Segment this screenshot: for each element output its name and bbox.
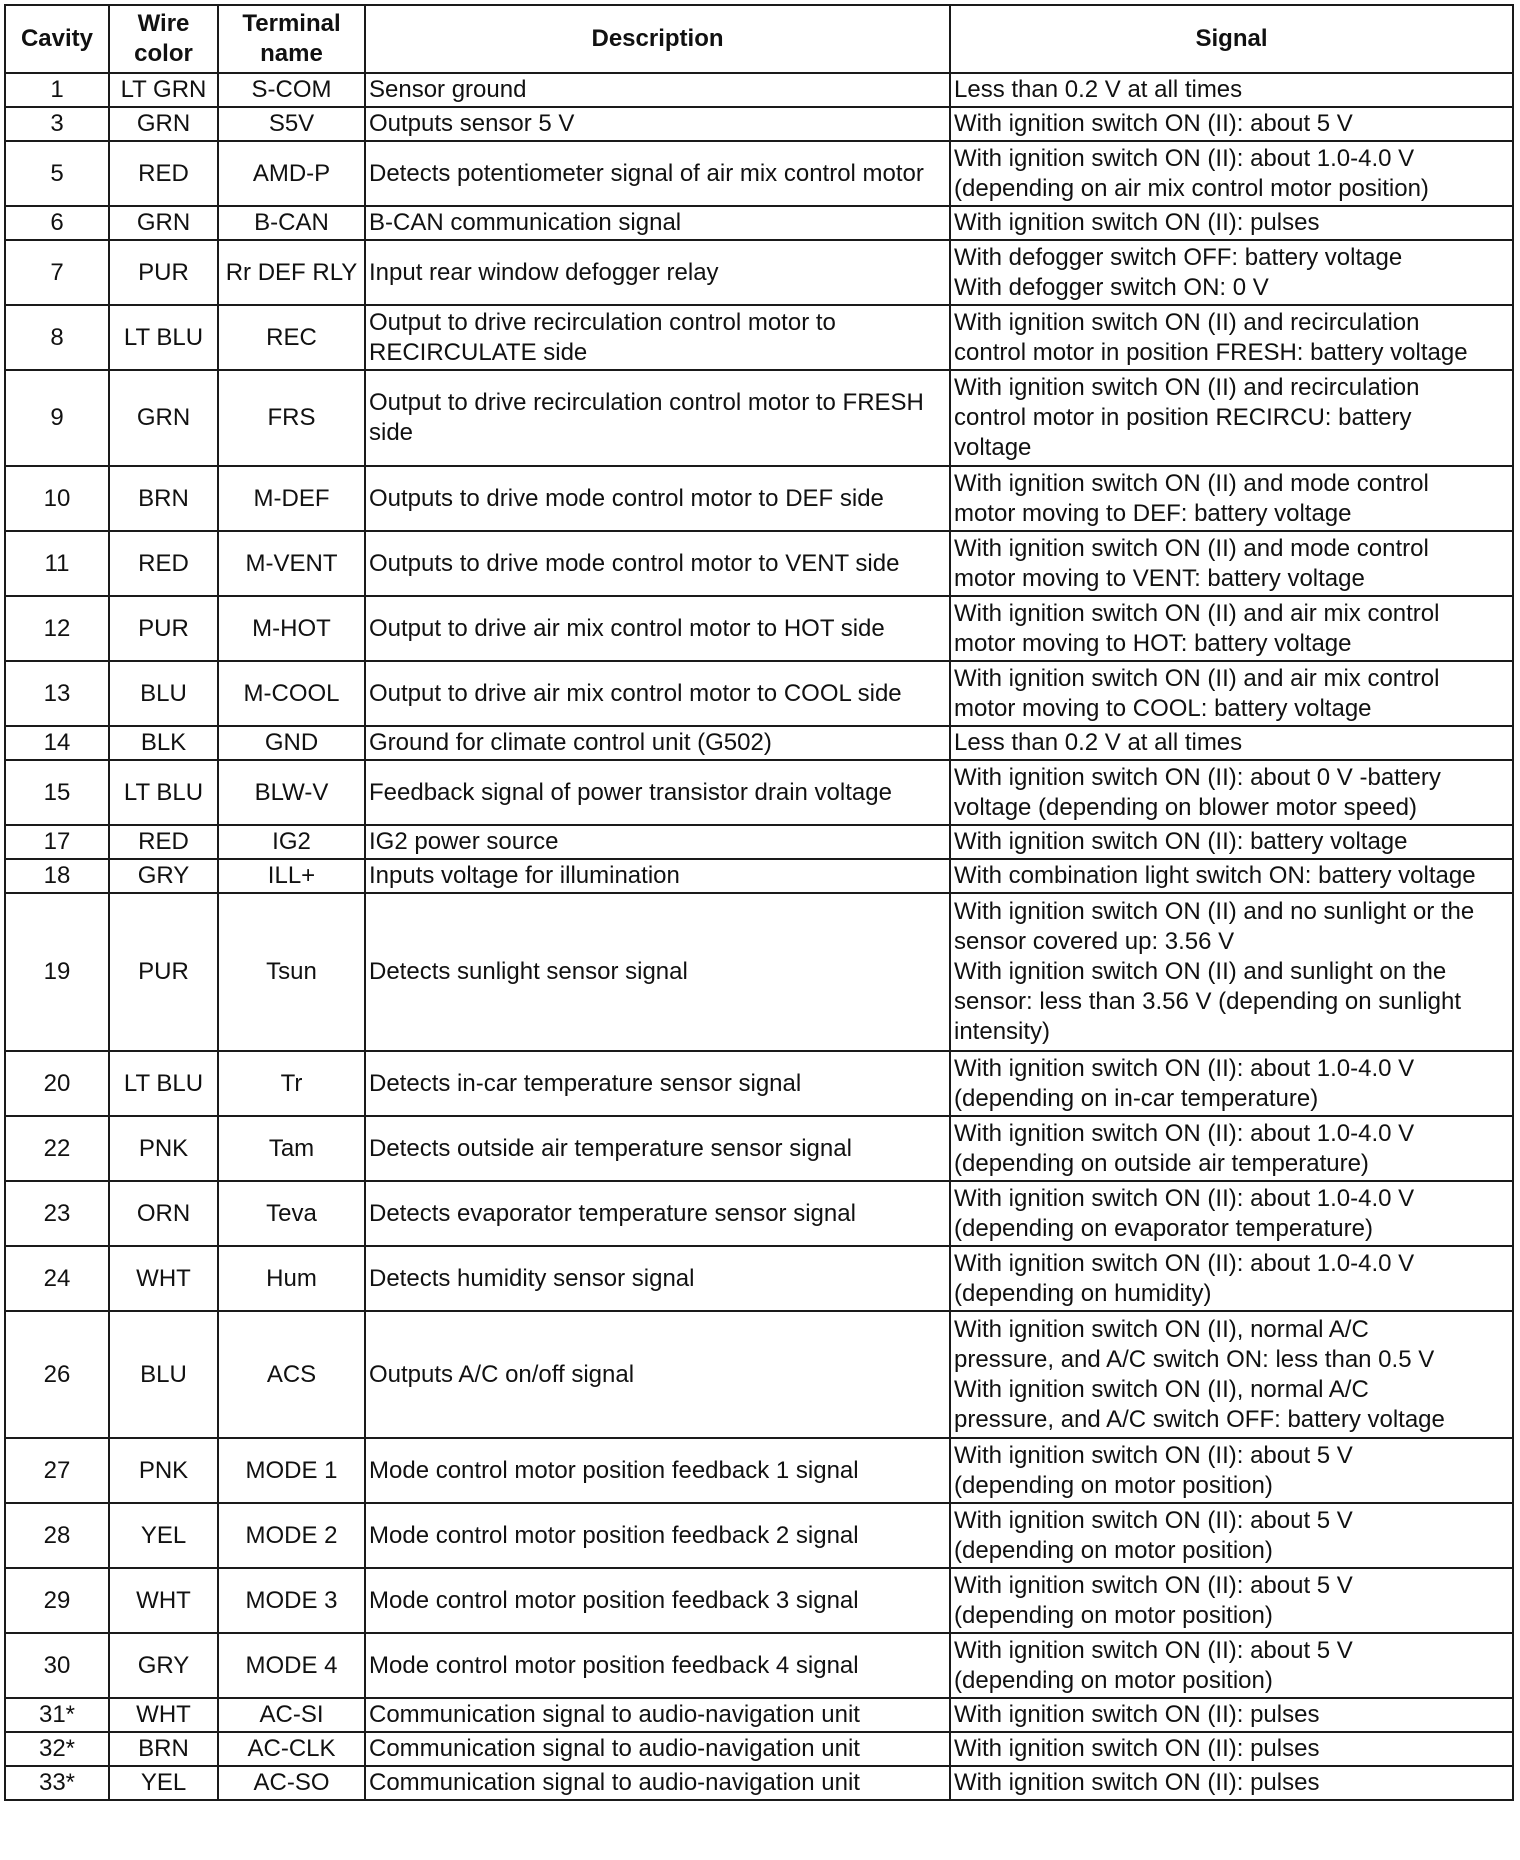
description-cell: B-CAN communication signal — [365, 206, 950, 240]
wire-color-cell: RED — [109, 825, 218, 859]
cavity-cell: 24 — [5, 1246, 109, 1311]
description-cell: Communication signal to audio-navigation unit — [365, 1698, 950, 1732]
description-cell: Outputs to drive mode control motor to DEF side — [365, 466, 950, 531]
header-row — [5, 5, 1513, 73]
table-row — [5, 726, 1513, 760]
signal-cell: Less than 0.2 V at all times — [950, 726, 1513, 760]
terminal-name-cell: S-COM — [218, 73, 365, 107]
table-header — [5, 5, 1513, 73]
header-description: Description — [365, 5, 950, 73]
signal-cell: With ignition switch ON (II) and mode control motor moving to VENT: battery voltage — [950, 531, 1513, 596]
terminal-name-cell: Rr DEF RLY — [218, 240, 365, 305]
description-cell: Outputs to drive mode control motor to VENT side — [365, 531, 950, 596]
signal-cell: With ignition switch ON (II): about 5 V (depending on motor position) — [950, 1438, 1513, 1503]
signal-cell: With ignition switch ON (II) and recirculation control motor in position RECIRCU: battery voltage — [950, 370, 1513, 466]
terminal-name-cell: Tsun — [218, 893, 365, 1051]
terminal-name-cell: GND — [218, 726, 365, 760]
table-row — [5, 1633, 1513, 1698]
table-row — [5, 107, 1513, 141]
terminal-name-cell: MODE 4 — [218, 1633, 365, 1698]
wire-color-cell: WHT — [109, 1246, 218, 1311]
cavity-cell: 20 — [5, 1051, 109, 1116]
signal-cell: With ignition switch ON (II) and mode control motor moving to DEF: battery voltage — [950, 466, 1513, 531]
description-cell: Detects potentiometer signal of air mix control motor — [365, 141, 950, 206]
table-row — [5, 1568, 1513, 1633]
terminal-name-cell: FRS — [218, 370, 365, 466]
wire-color-cell: WHT — [109, 1698, 218, 1732]
table-row — [5, 1246, 1513, 1311]
header-wire-color-label: Wire color — [134, 10, 193, 67]
wire-color-cell: LT BLU — [109, 760, 218, 825]
signal-cell: With ignition switch ON (II): about 5 V — [950, 107, 1513, 141]
terminal-name-cell: ACS — [218, 1311, 365, 1438]
wire-color-cell: GRN — [109, 107, 218, 141]
terminal-name-cell: AC-SI — [218, 1698, 365, 1732]
connector-pinout-document — [4, 4, 1512, 1801]
signal-cell: With ignition switch ON (II) and air mix control motor moving to COOL: battery voltage — [950, 661, 1513, 726]
cavity-cell: 15 — [5, 760, 109, 825]
wire-color-cell: LT BLU — [109, 305, 218, 370]
table-row — [5, 1438, 1513, 1503]
description-cell: Inputs voltage for illumination — [365, 859, 950, 893]
wire-color-cell: ORN — [109, 1181, 218, 1246]
terminal-name-cell: AC-SO — [218, 1766, 365, 1800]
table-row — [5, 305, 1513, 370]
cavity-cell: 29 — [5, 1568, 109, 1633]
table-row — [5, 661, 1513, 726]
description-cell: Outputs sensor 5 V — [365, 107, 950, 141]
description-cell: Mode control motor position feedback 2 signal — [365, 1503, 950, 1568]
wire-color-cell: YEL — [109, 1503, 218, 1568]
wire-color-cell: GRN — [109, 206, 218, 240]
cavity-cell: 10 — [5, 466, 109, 531]
terminal-name-cell: ILL+ — [218, 859, 365, 893]
table-row — [5, 206, 1513, 240]
signal-cell: With defogger switch OFF: battery voltage With defogger switch ON: 0 V — [950, 240, 1513, 305]
wire-color-cell: WHT — [109, 1568, 218, 1633]
description-cell: Detects in-car temperature sensor signal — [365, 1051, 950, 1116]
description-cell: Output to drive recirculation control motor to RECIRCULATE side — [365, 305, 950, 370]
wire-color-cell: PUR — [109, 893, 218, 1051]
terminal-name-cell: S5V — [218, 107, 365, 141]
wire-color-cell: YEL — [109, 1766, 218, 1800]
terminal-name-cell: MODE 2 — [218, 1503, 365, 1568]
header-cavity: Cavity — [5, 5, 109, 73]
signal-cell: With ignition switch ON (II): about 1.0-4.0 V (depending on evaporator temperature) — [950, 1181, 1513, 1246]
signal-cell: With ignition switch ON (II): about 1.0-4.0 V (depending on air mix control motor position) — [950, 141, 1513, 206]
wire-color-cell: RED — [109, 531, 218, 596]
description-cell: Communication signal to audio-navigation unit — [365, 1732, 950, 1766]
signal-cell: With ignition switch ON (II): about 1.0-4.0 V (depending on in-car temperature) — [950, 1051, 1513, 1116]
wire-color-cell: PNK — [109, 1438, 218, 1503]
wire-color-cell: GRY — [109, 1633, 218, 1698]
wire-color-cell: LT GRN — [109, 73, 218, 107]
description-cell: Communication signal to audio-navigation unit — [365, 1766, 950, 1800]
table-row — [5, 1503, 1513, 1568]
description-cell: Outputs A/C on/off signal — [365, 1311, 950, 1438]
terminal-name-cell: Tr — [218, 1051, 365, 1116]
terminal-name-cell: AC-CLK — [218, 1732, 365, 1766]
table-row — [5, 73, 1513, 107]
wire-color-cell: GRY — [109, 859, 218, 893]
cavity-cell: 22 — [5, 1116, 109, 1181]
cavity-cell: 13 — [5, 661, 109, 726]
table-row — [5, 760, 1513, 825]
terminal-name-cell: MODE 3 — [218, 1568, 365, 1633]
signal-cell: With ignition switch ON (II): pulses — [950, 1766, 1513, 1800]
table-row — [5, 1116, 1513, 1181]
header-signal: Signal — [950, 5, 1513, 73]
cavity-cell: 30 — [5, 1633, 109, 1698]
description-cell: Ground for climate control unit (G502) — [365, 726, 950, 760]
cavity-cell: 7 — [5, 240, 109, 305]
signal-cell: Less than 0.2 V at all times — [950, 73, 1513, 107]
terminal-name-cell: AMD-P — [218, 141, 365, 206]
cavity-cell: 5 — [5, 141, 109, 206]
cavity-cell: 27 — [5, 1438, 109, 1503]
cavity-cell: 6 — [5, 206, 109, 240]
terminal-name-cell: IG2 — [218, 825, 365, 859]
cavity-cell: 14 — [5, 726, 109, 760]
terminal-name-cell: Tam — [218, 1116, 365, 1181]
signal-cell: With ignition switch ON (II): battery voltage — [950, 825, 1513, 859]
cavity-cell: 11 — [5, 531, 109, 596]
description-cell: Detects outside air temperature sensor signal — [365, 1116, 950, 1181]
terminal-name-cell: M-COOL — [218, 661, 365, 726]
table-row — [5, 1766, 1513, 1800]
description-cell: Mode control motor position feedback 4 signal — [365, 1633, 950, 1698]
table-row — [5, 1698, 1513, 1732]
cavity-cell: 31* — [5, 1698, 109, 1732]
cavity-cell: 17 — [5, 825, 109, 859]
signal-cell: With ignition switch ON (II) and no sunlight or the sensor covered up: 3.56 V With ignition switch ON (II) and sunlight on the sensor: less than 3.56 V (depending on sunlight intensity) — [950, 893, 1513, 1051]
terminal-name-cell: M-VENT — [218, 531, 365, 596]
header-terminal-name-label: Terminal name — [242, 10, 341, 67]
cavity-cell: 8 — [5, 305, 109, 370]
signal-cell: With ignition switch ON (II): about 1.0-4.0 V (depending on outside air temperature) — [950, 1116, 1513, 1181]
description-cell: Mode control motor position feedback 1 signal — [365, 1438, 950, 1503]
description-cell: Detects sunlight sensor signal — [365, 893, 950, 1051]
signal-cell: With ignition switch ON (II): about 0 V -battery voltage (depending on blower motor speed) — [950, 760, 1513, 825]
header-wire-color — [109, 5, 218, 73]
signal-cell: With ignition switch ON (II), normal A/C pressure, and A/C switch ON: less than 0.5 V With ignition switch ON (II), normal A/C pressure, and A/C switch OFF: battery voltage — [950, 1311, 1513, 1438]
wire-color-cell: BLU — [109, 1311, 218, 1438]
wire-color-cell: LT BLU — [109, 1051, 218, 1116]
cavity-cell: 18 — [5, 859, 109, 893]
signal-cell: With combination light switch ON: battery voltage — [950, 859, 1513, 893]
header-terminal-name — [218, 5, 365, 73]
table-row — [5, 1732, 1513, 1766]
signal-cell: With ignition switch ON (II): pulses — [950, 206, 1513, 240]
table-row — [5, 370, 1513, 466]
signal-cell: With ignition switch ON (II) and air mix control motor moving to HOT: battery voltage — [950, 596, 1513, 661]
table-body — [5, 73, 1513, 1800]
wire-color-cell: BLU — [109, 661, 218, 726]
signal-cell: With ignition switch ON (II): about 5 V (depending on motor position) — [950, 1568, 1513, 1633]
terminal-name-cell: B-CAN — [218, 206, 365, 240]
table-row — [5, 240, 1513, 305]
table-row — [5, 596, 1513, 661]
wire-color-cell: PNK — [109, 1116, 218, 1181]
cavity-cell: 32* — [5, 1732, 109, 1766]
signal-cell: With ignition switch ON (II) and recirculation control motor in position FRESH: battery voltage — [950, 305, 1513, 370]
signal-cell: With ignition switch ON (II): about 5 V (depending on motor position) — [950, 1503, 1513, 1568]
table-row — [5, 466, 1513, 531]
terminal-name-cell: M-DEF — [218, 466, 365, 531]
table-row — [5, 531, 1513, 596]
cavity-cell: 9 — [5, 370, 109, 466]
terminal-name-cell: M-HOT — [218, 596, 365, 661]
cavity-cell: 26 — [5, 1311, 109, 1438]
cavity-cell: 23 — [5, 1181, 109, 1246]
terminal-name-cell: Teva — [218, 1181, 365, 1246]
description-cell: IG2 power source — [365, 825, 950, 859]
wire-color-cell: PUR — [109, 240, 218, 305]
description-cell: Output to drive air mix control motor to COOL side — [365, 661, 950, 726]
terminal-name-cell: BLW-V — [218, 760, 365, 825]
description-cell: Output to drive recirculation control motor to FRESH side — [365, 370, 950, 466]
table-row — [5, 825, 1513, 859]
cavity-cell: 28 — [5, 1503, 109, 1568]
cavity-cell: 1 — [5, 73, 109, 107]
signal-cell: With ignition switch ON (II): about 5 V (depending on motor position) — [950, 1633, 1513, 1698]
description-cell: Feedback signal of power transistor drain voltage — [365, 760, 950, 825]
table-row — [5, 1181, 1513, 1246]
cavity-cell: 19 — [5, 893, 109, 1051]
signal-cell: With ignition switch ON (II): pulses — [950, 1698, 1513, 1732]
description-cell: Detects evaporator temperature sensor signal — [365, 1181, 950, 1246]
description-cell: Detects humidity sensor signal — [365, 1246, 950, 1311]
description-cell: Mode control motor position feedback 3 signal — [365, 1568, 950, 1633]
wire-color-cell: PUR — [109, 596, 218, 661]
terminal-name-cell: REC — [218, 305, 365, 370]
signal-cell: With ignition switch ON (II): about 1.0-4.0 V (depending on humidity) — [950, 1246, 1513, 1311]
description-cell: Output to drive air mix control motor to HOT side — [365, 596, 950, 661]
table-row — [5, 859, 1513, 893]
terminal-name-cell: MODE 1 — [218, 1438, 365, 1503]
pinout-table — [4, 4, 1514, 1801]
wire-color-cell: GRN — [109, 370, 218, 466]
wire-color-cell: BRN — [109, 1732, 218, 1766]
signal-cell: With ignition switch ON (II): pulses — [950, 1732, 1513, 1766]
table-row — [5, 141, 1513, 206]
wire-color-cell: RED — [109, 141, 218, 206]
cavity-cell: 33* — [5, 1766, 109, 1800]
terminal-name-cell: Hum — [218, 1246, 365, 1311]
wire-color-cell: BRN — [109, 466, 218, 531]
cavity-cell: 12 — [5, 596, 109, 661]
description-cell: Input rear window defogger relay — [365, 240, 950, 305]
description-cell: Sensor ground — [365, 73, 950, 107]
table-row — [5, 893, 1513, 1051]
table-row — [5, 1311, 1513, 1438]
wire-color-cell: BLK — [109, 726, 218, 760]
cavity-cell: 3 — [5, 107, 109, 141]
table-row — [5, 1051, 1513, 1116]
